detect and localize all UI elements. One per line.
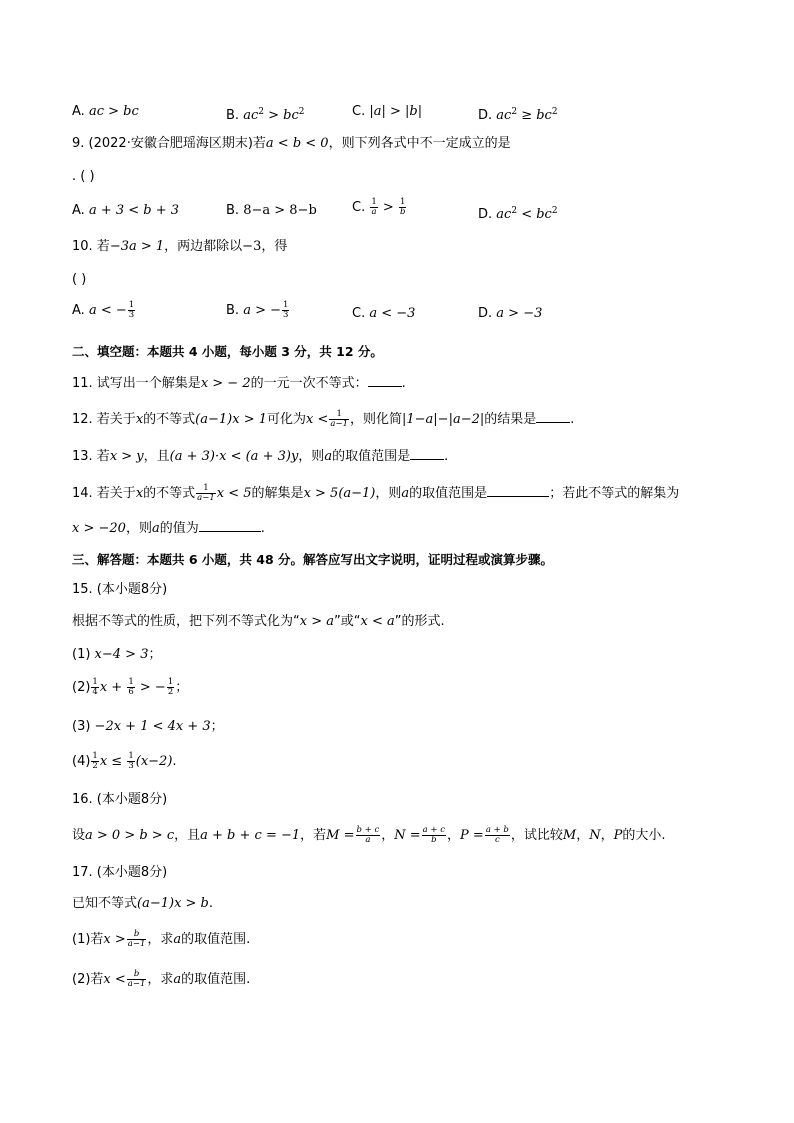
fraction: $\frac{a + b}{c}$ <box>485 825 509 845</box>
fraction: $\frac{1}{3}$ <box>283 300 289 320</box>
answer-blank[interactable] <box>536 410 570 423</box>
q8-option-d: D. $ac^2 \ge bc^2$ <box>478 107 558 123</box>
fraction: $\frac{1}{2}$ <box>167 677 174 697</box>
q15-stem: 根据不等式的性质，把下列不等式化为“x > a”或“x < a”的形式. <box>72 614 445 629</box>
fraction: $\frac{1}{4}$ <box>92 677 98 697</box>
q15-part-1: (1) x−4 > 3； <box>72 647 162 662</box>
q10-option-c: C. a < −3 <box>352 306 416 321</box>
fraction: $\frac{1}{b}$ <box>399 197 406 217</box>
q10-option-a: A. a < − $\frac{1}{3}$ <box>72 300 135 320</box>
q14-line-2: x > −20，则a的值为 . <box>72 521 265 536</box>
q9-option-b: B. 8−a > 8−b <box>226 203 317 218</box>
q17-heading: 17. (本小题8分) <box>72 865 168 880</box>
section-2-heading: 二、填空题：本题共 4 小题，每小题 3 分，共 12 分。 <box>72 344 383 359</box>
q10-paren: ( ) <box>72 272 87 287</box>
fraction: $\frac{1}{a}$ <box>371 197 377 217</box>
q9-option-a: A. a + 3 < b + 3 <box>72 203 180 218</box>
q9-paren: . ( ) <box>72 169 95 184</box>
fraction: $\frac{b}{a-1}$ <box>127 929 146 949</box>
q8-option-b: B. $ac^2 > bc^2$ <box>226 107 305 123</box>
q9-option-d: D. $ac^2 < bc^2$ <box>478 206 558 222</box>
q8-option-c: C. |a| > |b| <box>352 104 423 119</box>
q16-stem: 设a > 0 > b > c，且a + b + c = −1，若M = $\frac{b + c}{a}$ ，N = $\frac{a + c}{b}$ ，P = $\frac{a + b}{c}$ ，试比较M，N，P的大小. <box>72 825 666 845</box>
fraction: $\frac{1}{3}$ <box>128 751 134 771</box>
q10-stem: 10. 若−3a > 1，两边都除以−3，得 <box>72 239 288 254</box>
q17-part-1: (1)若x > $\frac{b}{a-1}$ ，求a的取值范围. <box>72 929 251 949</box>
fraction: $\frac{b + c}{a}$ <box>356 825 380 845</box>
q15-heading: 15. (本小题8分) <box>72 582 168 597</box>
q12: 12. 若关于x的不等式(a−1)x > 1可化为x < $\frac{1}{a-1}$ ，则化简|1−a|−|a−2|的结果是 . <box>72 409 575 429</box>
answer-blank[interactable] <box>368 374 402 387</box>
fraction: $\frac{a + c}{b}$ <box>422 825 446 845</box>
q9-option-c: C. $\frac{1}{a}$ > $\frac{1}{b}$ <box>352 197 406 217</box>
q9-stem: 9. (2022·安徽合肥瑶海区期末)若a < b < 0，则下列各式中不一定成立的是 <box>72 136 511 151</box>
section-3-heading: 三、解答题：本题共 6 小题，共 48 分。解答应写出文字说明，证明过程或演算步骤。 <box>72 552 554 567</box>
answer-blank[interactable] <box>410 447 444 460</box>
q15-part-2: (2) $\frac{1}{4}$ x + $\frac{1}{6}$ > − $\frac{1}{2}$ ； <box>72 677 189 697</box>
fraction: $\frac{1}{3}$ <box>128 300 135 320</box>
fraction: $\frac{b}{a-1}$ <box>127 969 146 989</box>
q14-line-1: 14. 若关于x的不等式 $\frac{1}{a-1}$ x < 5的解集是x > 5(a−1)，则a的取值范围是 ；若此不等式的解集为 <box>72 483 680 503</box>
answer-blank[interactable] <box>199 519 261 532</box>
q16-heading: 16. (本小题8分) <box>72 792 168 807</box>
q10-option-d: D. a > −3 <box>478 306 543 321</box>
fraction: $\frac{1}{2}$ <box>92 751 98 771</box>
q8-option-a: A. ac > bc <box>72 104 139 119</box>
q17-part-2: (2)若x < $\frac{b}{a-1}$ ，求a的取值范围. <box>72 969 251 989</box>
q11: 11. 试写出一个解集是x > − 2的一元一次不等式： . <box>72 376 406 391</box>
q13: 13. 若x > y，且(a + 3)·x < (a + 3)y，则a的取值范围是 . <box>72 449 449 464</box>
q10-option-b: B. a > − $\frac{1}{3}$ <box>226 300 289 320</box>
q15-part-4: (4) $\frac{1}{2}$ x ≤ $\frac{1}{3}$ (x−2). <box>72 751 177 771</box>
fraction: $\frac{1}{a-1}$ <box>330 409 348 429</box>
fraction: $\frac{1}{a-1}$ <box>197 483 215 503</box>
q17-stem: 已知不等式(a−1)x > b. <box>72 896 214 911</box>
fraction: $\frac{1}{6}$ <box>128 677 134 697</box>
answer-blank[interactable] <box>487 484 549 497</box>
q15-part-3: (3) −2x + 1 < 4x + 3； <box>72 719 224 734</box>
